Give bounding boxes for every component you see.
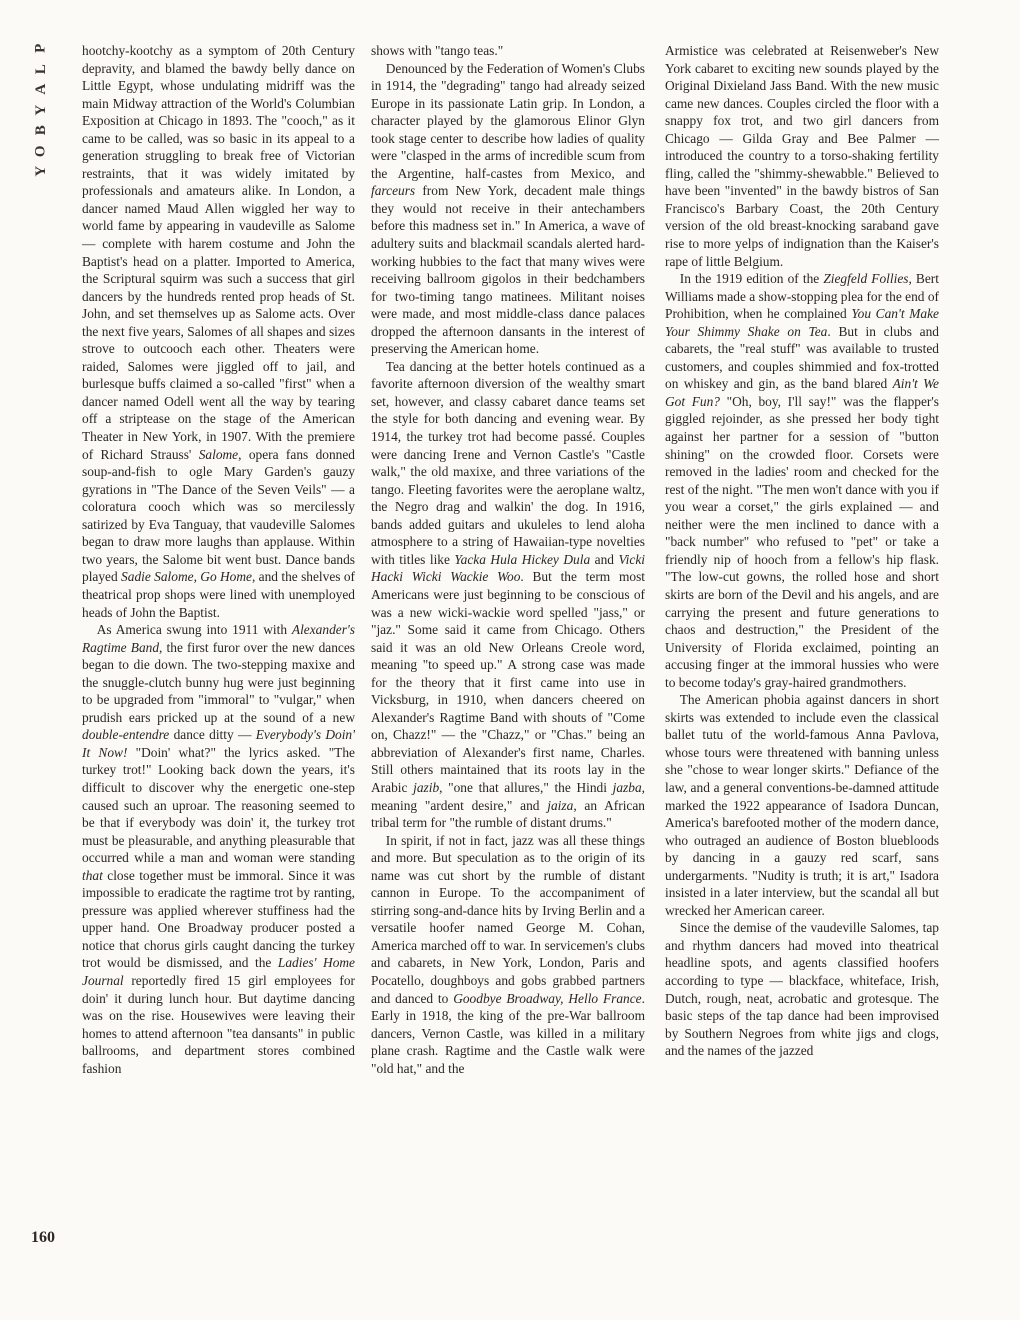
body-text: The American phobia against dancers in short skirts was extended to include even the classical ballet tutu of the world-famous Anna Pavlova, whose tours were threatened with banning unless she "chose to wear longer skirts." Defiance of the law, and a general conventions-be-damned attitude marked the 1922 appearance of Isadora Duncan, America's barefooted mother of the modern dance, who outraged an audience of Boston bluebloods by dancing in a gauzy red scarf, sans undergarments. "Nudity is truth; it is art," Isadora insisted in a later interview, but the scandal all but wrecked her American career.: [665, 692, 939, 918]
masthead-letter: Y: [32, 165, 49, 177]
body-text: Denounced by the Federation of Women's Clubs in 1914, the "degrading" tango had already seized Europe in its passionate Latin grip. In London, a character played by the glamorous Elinor Glyn took stage center to describe how ladies of quality were "clasped in the arms of incredible scum from the Argentine, half-castes from Mexico, and: [371, 60, 645, 181]
body-text: In the 1919 edition of the: [679, 271, 824, 287]
italic-title-text: Goodbye Broadway, Hello France: [453, 990, 642, 1006]
body-text: , the first furor over the new dances began to die down. The two-stepping maxixe and the snuggle-clutch bunny hug were just beginning to be upgraded from "immoral" to "vulgar," when prudish ears pricked up at the sound of a new: [82, 639, 355, 725]
article-paragraph: [665, 691, 939, 919]
italic-title-text: Ziegfeld Follies: [823, 271, 909, 287]
masthead-letter: Y: [32, 104, 49, 116]
italic-title-text: Salome: [198, 446, 239, 462]
masthead-letter: A: [32, 83, 49, 95]
body-text: hootchy-kootchy as a symptom of 20th Century depravity, and blamed the bawdy belly dance on Little Egypt, whose undulating midriff was the main Midway attraction of the World's Columbian Exposition at Chicago in 1893. The "cooch," as it came to be called, was so basic in its appeal to a generation struggling to break free of Victorian restraints, that it was widely imitated by professionals and amateurs alike. In London, a dancer named Maud Allen wiggled her way to world fame by appearing in vaudeville as Salome — complete with harem costume and John the Baptist's head on a platter. Imported to America, the Scriptural squirm was such a success that girl dancers by the hundreds rented prop heads of St. John, and set themselves up as Salome acts. Over the next five years, Salomes of all shapes and sizes strove to outcooch each other. Theaters were raided, Salomes were jiggled off to jail, and burlesque buffs claimed a so-called "first" when a dancer named Odell went all the way by tearing off a striptease on the stage of the American Theater in New York, in 1907. With the premiere of Richard Strauss': [82, 43, 355, 462]
body-text: , "one that allures," the Hindi: [439, 779, 613, 795]
body-text: As America swung into 1911 with: [96, 622, 292, 638]
article-paragraph: [371, 60, 645, 358]
italic-title-text: farceurs: [371, 183, 416, 199]
italic-title-text: Ain't We Got Fun?: [665, 376, 939, 409]
italic-title-text: Vicki Hacki Wicki Wackie Woo: [371, 551, 646, 585]
article-paragraph: [371, 832, 645, 1078]
article-paragraph: [82, 621, 355, 1077]
body-text: , and the shelves of theatrical prop shops were lined with unemployed heads of John the Baptist.: [82, 569, 355, 620]
text-column-3: [665, 42, 939, 1060]
body-text: Armistice was celebrated at Reisenweber's New York cabaret to exciting new sounds played by the Original Dixieland Jass Band. With the new music came new dances. Couples circled the floor with a snappy fox trot, and two girl dancers from Chicago — Gilda Gray and Bee Palmer — introduced the country to a torso-shaking fertility fling, called the "shimmy-shewabble." Believed to have been "invented" in the bawdy bistros of San Francisco's Barbary Coast, the 20th Century version of the old breast-knocking saraband gave rise to more yelps of indignation than the Kaiser's rape of little Belgium.: [665, 43, 939, 269]
body-text: and: [590, 551, 619, 567]
body-text: "Oh, boy, I'll say!" was the flapper's giggled rejoinder, as she pressed her body tight against her partner for a session of "button shining" on the crowded floor. Corsets were removed in the ladies' room and checked for the rest of the night. "The men won't dance with you if you wear a corset," the girls explained — and neither were the men inclined to dance with a "back number" who refused to "pet" or take a friendly nip of hooch from a fellow's hip flask. "The low-cut gowns, the rolled hose and short skirts are born of the Devil and his angels, and are carrying the present and future generations to chaos and destruction," the President of the University of Florida exclaimed, pointing an accusing finger at the immoral hussies who were to become today's gray-haired grandmothers.: [665, 393, 939, 690]
body-text: dance ditty —: [169, 727, 256, 743]
article-paragraph: [665, 42, 939, 270]
body-text: from New York, decadent male things they would not receive in their antechambers before this madness set in." In America, a wave of adultery suits and blackmail scandals alerted hard-working hubbies to the fact that many wives were receiving ballroom gigolos in their bedchambers for two-timing tango matinees. Militant noises were made, and most middle-class dance palaces dropped the afternoon dansants in the interest of preserving the American home.: [371, 183, 645, 357]
body-text: , opera fans donned soup-and-fish to ogle Mary Garden's gauzy gyrations in "The Dance of the Seven Veils" — a coloratura cooch which was so mercilessly satirized by Eva Tanguay, that vaudeville Salomes began to draw more laughs than applause. Within two years, the Salome bit went bust. Dance bands played: [82, 446, 355, 585]
italic-title-text: jazba: [612, 779, 642, 795]
italic-title-text: You Can't Make Your Shimmy Shake on Tea: [665, 306, 939, 339]
body-text: close together must be immoral. Since it was impossible to eradicate the ragtime trot by ranting, pressure was applied wherever stuffiness had the upper hand. One Broadway producer posted a notice that chorus girls caught dancing the turkey trot would be dismissed, and the: [82, 867, 355, 971]
masthead-letter: P: [32, 43, 49, 53]
italic-title-text: Sadie Salome, Go Home: [121, 569, 252, 585]
body-text: , an African tribal term for "the rumble of distant drums.": [371, 797, 646, 831]
masthead-letter: L: [32, 63, 49, 74]
italic-title-text: jazib: [413, 779, 440, 795]
body-text: , meaning "ardent desire," and: [371, 779, 646, 813]
magazine-masthead: [28, 38, 54, 198]
body-text: In spirit, if not in fact, jazz was all these things and more. But speculation as to the origin of its name was cut short by the rumble of distant cannon in Europe. To the accompaniment of stirring song-and-dance hits by Irving Berlin and a versatile hoofer named George M. Cohan, America marched off to war. In servicemen's clubs and cabarets, in New York, London, Paris and Pocatello, doughboys and gobs grabbed partners and danced to: [371, 832, 645, 1006]
italic-title-text: that: [82, 867, 103, 883]
body-text: Since the demise of the vaudeville Salomes, tap and rhythm dancers had moved into theatrical headline spots, and agents classified hoofers according to type — blackface, whiteface, Irish, Dutch, rough, neat, acrobatic and grotesque. The basic steps of the tap dance had been improvised by Southern Negroes from white jigs and clogs, and the names of the jazzed: [665, 920, 939, 1059]
italic-title-text: jaiza: [547, 797, 574, 813]
italic-title-text: Ladies' Home Journal: [82, 955, 355, 988]
body-text: Tea dancing at the better hotels continued as a favorite afternoon diversion of the wealthy smart set, however, and classy cabaret dance teams set the style for both dancing and evening wear. By 1914, the turkey trot had become passé. Couples were dancing Irene and Vernon Castle's "Castle walk," the old maxixe, and three variations of the tango. Fleeting favorites were the aeroplane waltz, the Negro drag and walkin' the dog. In 1916, bands added guitars and ukuleles to lend aloha atmosphere to a string of Hawaiian-type novelties with titles like: [371, 358, 645, 567]
article-paragraph: [665, 270, 939, 691]
body-text: reportedly fired 15 girl employees for doin' it during lunch hour. But daytime dancing was on the rise. Housewives were leaving their homes to attend afternoon "tea dansants" in public ballrooms, and department stores combined fashion: [82, 972, 355, 1076]
page-number: 160: [31, 1229, 55, 1246]
italic-title-text: Everybody's Doin' It Now!: [82, 727, 355, 760]
body-text: . But the term most Americans were just beginning to be conscious of was a new wicki-wackie word spelled "jass," or "jaz." Some said it came from Chicago. Others said it was an old New Orleans Creole word, meaning "to speed up." A strong case was made for the theory that it first came into use in Vicksburg, in 1910, when dancers cheered on Alexander's Ragtime Band with shouts of "Come on, Chazz!" — the "Chazz," or "Chas." being an abbreviation of Alexander's first name, Charles. Still others maintained that its roots lay in the Arabic: [371, 569, 646, 795]
body-text: , Bert Williams made a show-stopping plea for the end of Prohibition, when he complained: [665, 271, 939, 322]
article-paragraph: [665, 919, 939, 1059]
article-paragraph: [371, 42, 645, 60]
italic-title-text: Yacka Hula Hickey Dula: [454, 551, 591, 567]
masthead-letter: O: [32, 144, 49, 157]
italic-title-text: Alexander's Ragtime Band: [82, 622, 355, 655]
body-text: . Early in 1918, the king of the pre-War ballroom dancers, Vernon Castle, was killed in a military plane crash. Ragtime and the Castle walk were "old hat," and the: [371, 990, 645, 1076]
body-text: shows with "tango teas.": [371, 43, 504, 58]
italic-title-text: double-entendre: [82, 727, 170, 743]
article-paragraph: [371, 358, 645, 832]
text-column-1: [82, 42, 355, 1077]
body-text: "Doin' what?" the lyrics asked. "The turkey trot!" Looking back down the years, it's difficult to discover why the energetic one-step caused such an uproar. The reasoning seemed to be that if everybody was doin' it, the turkey trot must be pleasurable, and anything pleasurable that occurred while a man and woman were standing: [82, 744, 355, 866]
body-text: . But in clubs and cabarets, the "real stuff" was available to trusted customers, and couples shimmied and fox-trotted on whiskey and gin, as the band blared: [665, 323, 939, 392]
article-paragraph: [82, 42, 355, 621]
masthead-letter: B: [32, 125, 49, 136]
text-column-2: [371, 42, 645, 1077]
